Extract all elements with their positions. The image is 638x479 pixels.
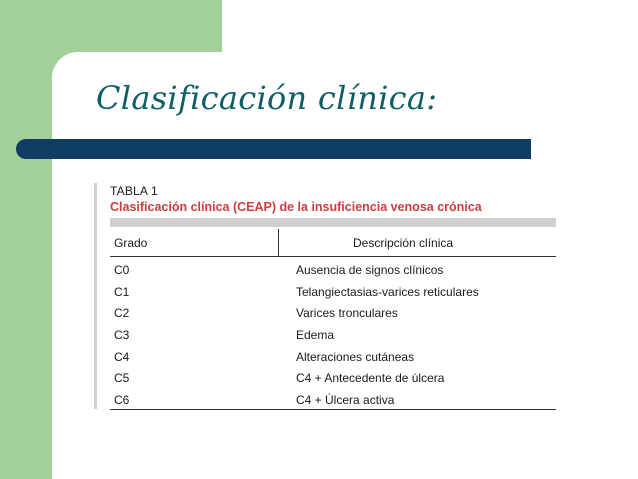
- description-cell: Alteraciones cutáneas: [296, 349, 415, 364]
- grade-cell: C2: [114, 306, 130, 321]
- description-cell: Telangiectasias-varices reticulares: [296, 284, 479, 299]
- table-row: [110, 260, 556, 282]
- table-row: [110, 282, 556, 304]
- grade-cell: C0: [114, 263, 130, 277]
- figure-vertical-rule: [94, 183, 97, 409]
- title-underline-bar: [16, 139, 531, 159]
- table-header-row: [110, 229, 556, 256]
- column-divider: [278, 229, 279, 256]
- description-cell: C4 + Úlcera activa: [296, 393, 395, 408]
- header-bottom-line: [110, 256, 556, 257]
- column-header-description: Descripción clínica: [353, 236, 454, 250]
- table-bottom-line: [110, 409, 556, 410]
- description-cell: Varices tronculares: [296, 306, 398, 321]
- table-row: [110, 303, 556, 325]
- grade-cell: C6: [114, 393, 130, 408]
- table-caption: Clasificación clínica (CEAP) de la insuficiencia venosa crónica: [110, 200, 482, 214]
- grade-cell: C1: [114, 284, 130, 299]
- grade-cell: C3: [114, 328, 130, 343]
- table-row: [110, 347, 556, 369]
- grade-cell: C5: [114, 371, 130, 386]
- description-cell: C4 + Antecedente de úlcera: [296, 371, 445, 386]
- column-header-grade: Grado: [114, 236, 148, 250]
- caption-gray-rule: [110, 218, 556, 227]
- table-row: [110, 325, 556, 347]
- description-cell: Ausencia de signos clínicos: [296, 263, 444, 277]
- table-label: TABLA 1: [110, 184, 158, 198]
- slide-title: Clasificación clínica:: [96, 79, 438, 117]
- table-row: [110, 368, 556, 390]
- description-cell: Edema: [296, 328, 335, 343]
- grade-cell: C4: [114, 349, 130, 364]
- table-body: [110, 260, 556, 412]
